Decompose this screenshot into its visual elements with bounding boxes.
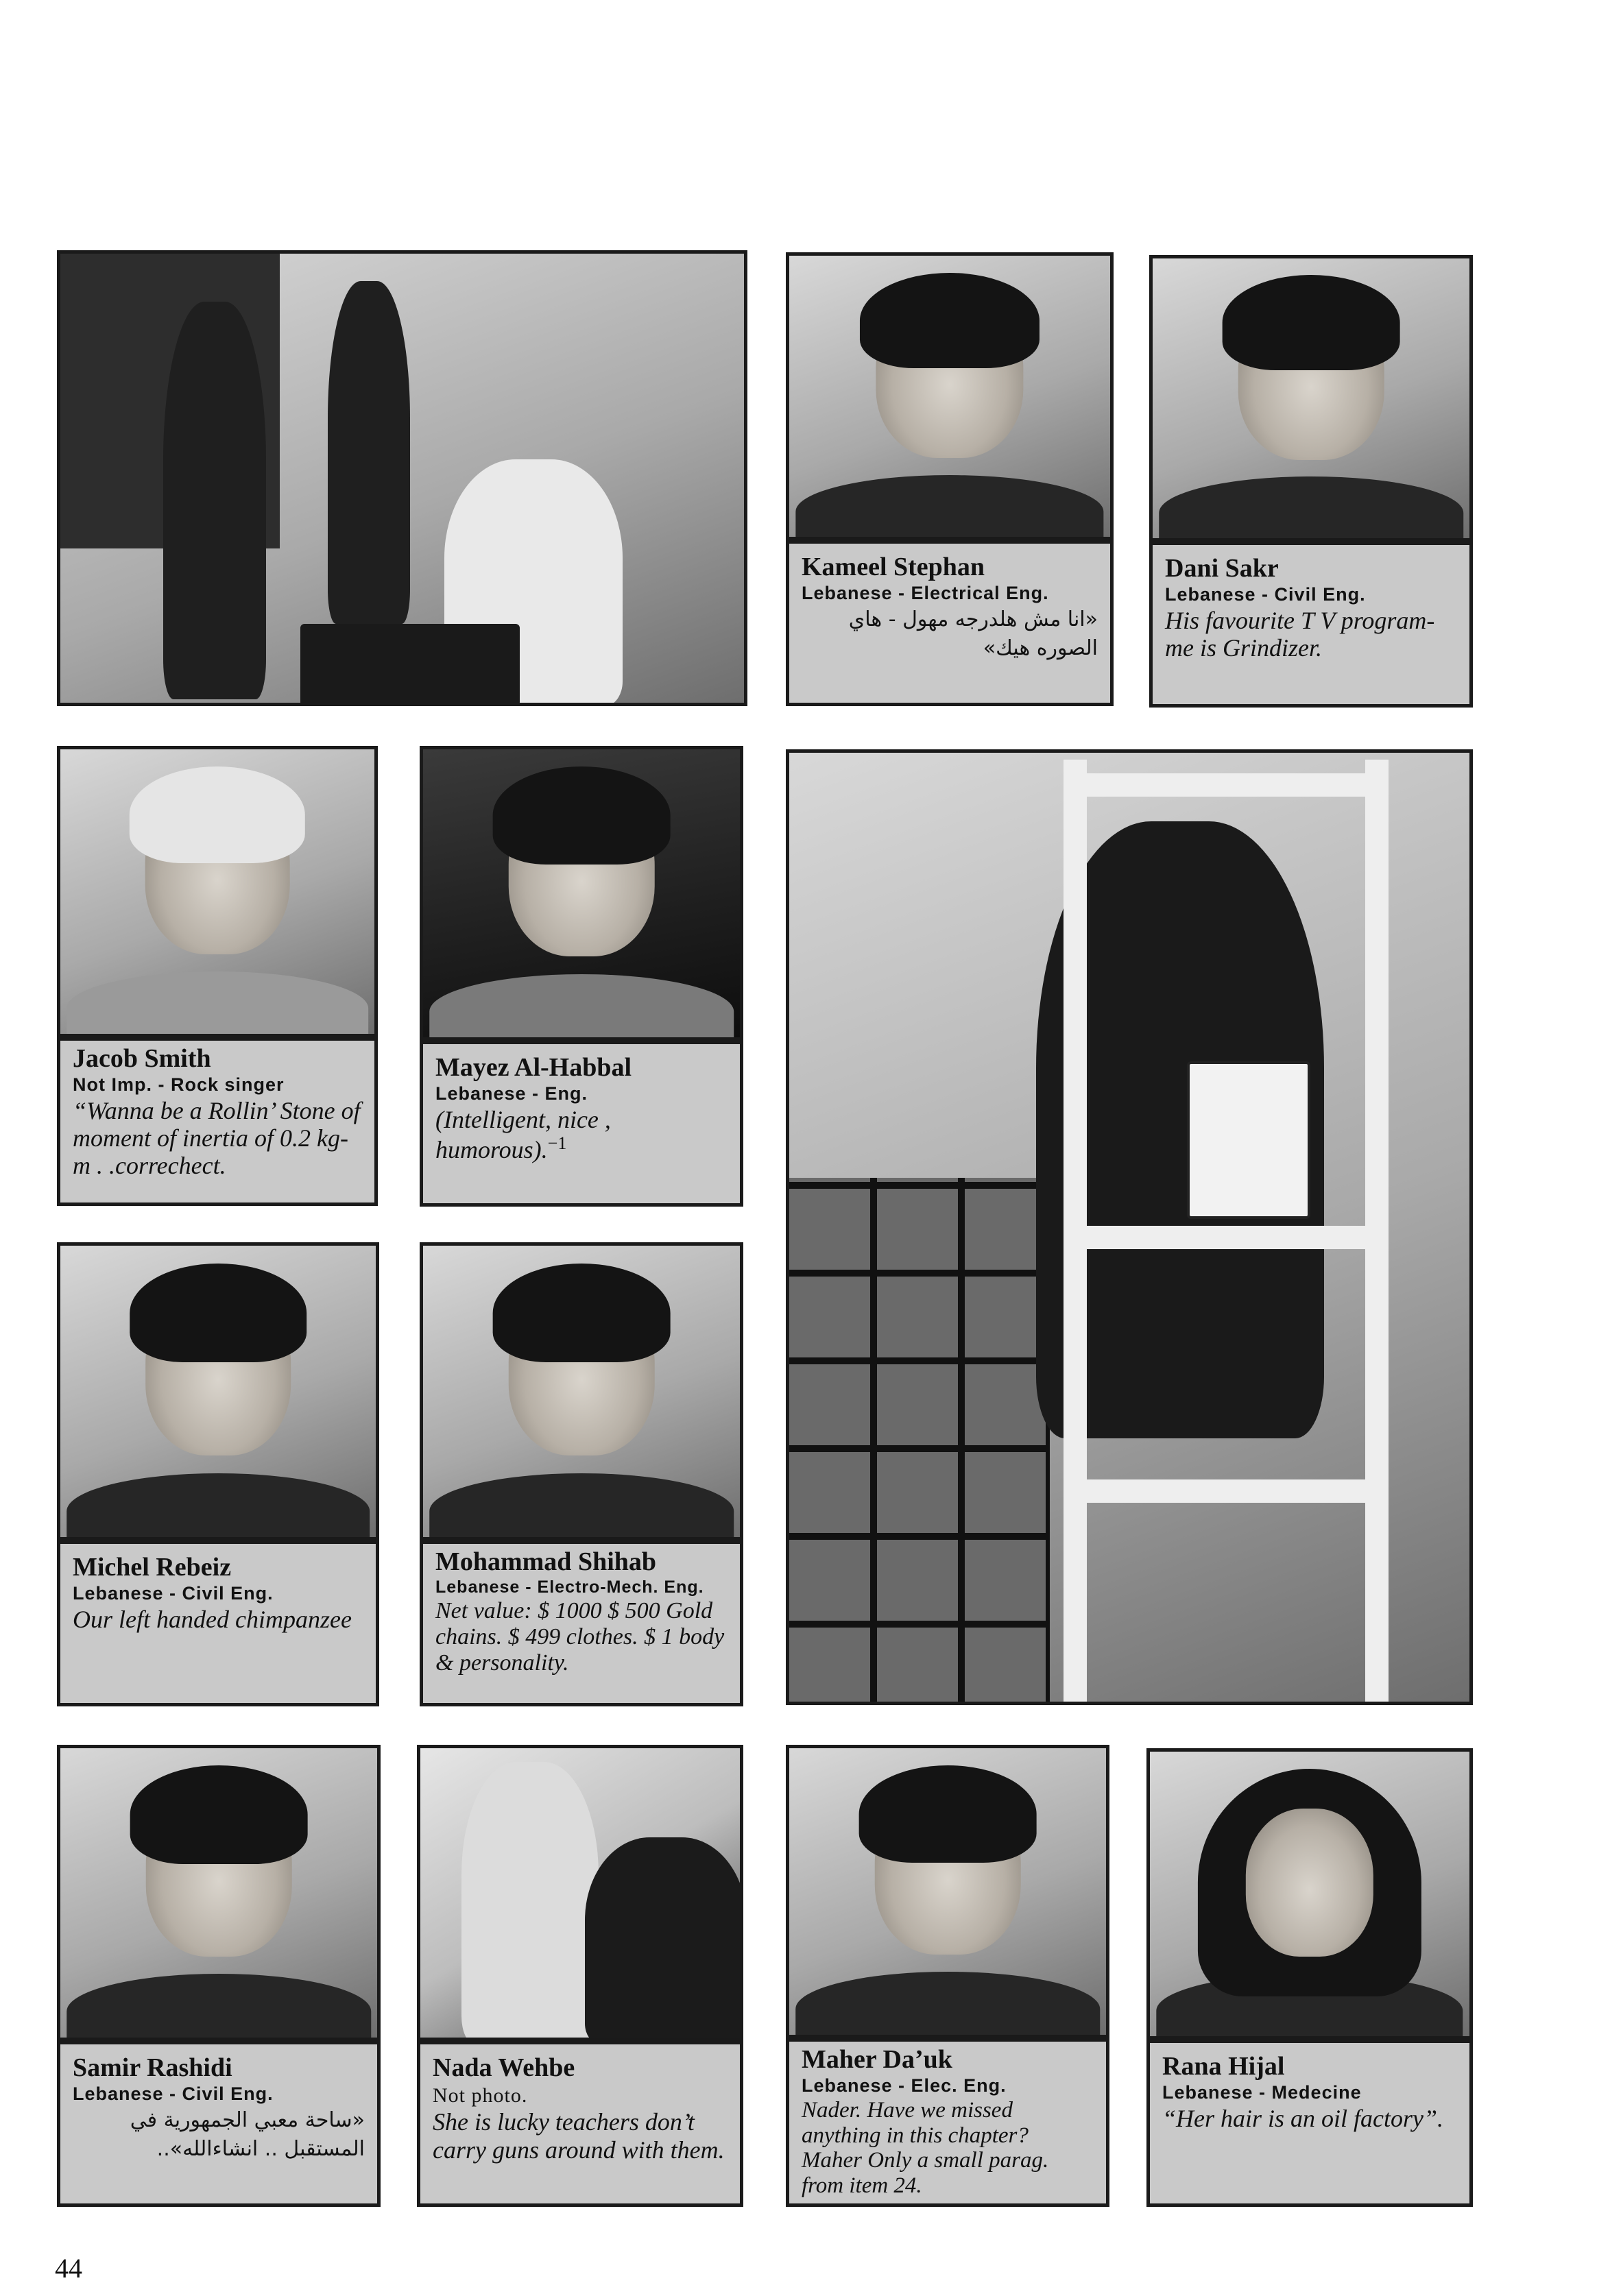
candid-photo-nada-wehbe bbox=[417, 1745, 743, 2041]
standing-student-figure bbox=[328, 281, 410, 624]
portrait-photo-dani-sakr bbox=[1149, 255, 1473, 542]
ladder-rung bbox=[1064, 1479, 1389, 1503]
classroom-group-photo bbox=[57, 250, 747, 706]
entry-detail: Lebanese - Civil Eng. bbox=[73, 1582, 274, 1604]
entry-quote-text: (Intelligent, nice , humorous). bbox=[435, 1105, 611, 1163]
portrait-photo-mayez-al-habbal bbox=[420, 746, 743, 1041]
dark-hair-student-figure bbox=[585, 1837, 743, 2041]
entry-detail: Not Imp. - Rock singer bbox=[73, 1074, 285, 1095]
caption-jacob-smith bbox=[57, 1037, 378, 1206]
caption-rana-hijal bbox=[1146, 2040, 1473, 2207]
entry-name: Mayez Al-Habbal bbox=[435, 1053, 632, 1082]
portrait-photo-samir-rashidi bbox=[57, 1745, 381, 2041]
entry-name: Dani Sakr bbox=[1165, 554, 1279, 583]
paint-bucket bbox=[1187, 1061, 1310, 1219]
entry-detail: Lebanese - Elec. Eng. bbox=[802, 2075, 1007, 2096]
caption-kameel-stephan bbox=[786, 540, 1114, 706]
smiling-student-figure bbox=[461, 1762, 599, 2041]
caption-maher-dauk bbox=[786, 2038, 1109, 2207]
caption-nada-wehbe bbox=[417, 2041, 743, 2207]
entry-name: Mohammad Shihab bbox=[435, 1547, 657, 1576]
entry-quote bbox=[435, 1106, 728, 1164]
entry-name: Kameel Stephan bbox=[802, 553, 985, 581]
caption-samir-rashidi bbox=[57, 2041, 381, 2207]
entry-detail: Lebanese - Eng. bbox=[435, 1083, 588, 1104]
portrait-photo-maher-dauk bbox=[786, 1745, 1109, 2038]
glass-block-window bbox=[789, 1178, 1050, 1705]
page-number: 44 bbox=[55, 2253, 82, 2284]
entry-quote: Net value: $ 1000 $ 500 Gold chains. $ 499 clothes. $ 1 body & personality. bbox=[435, 1598, 725, 1676]
entry-name: Maher Da’uk bbox=[802, 2045, 952, 2074]
entry-quote: “Her hair is an oil factory”. bbox=[1162, 2104, 1444, 2132]
caption-mohammad-shihab bbox=[420, 1540, 743, 1706]
standing-student-figure bbox=[163, 302, 266, 699]
entry-detail: Lebanese - Civil Eng. bbox=[1165, 583, 1366, 605]
portrait-photo-mohammad-shihab bbox=[420, 1242, 743, 1540]
entry-quote: His favourite T V program-me is Grindizer. bbox=[1165, 606, 1435, 662]
portrait-photo-rana-hijal bbox=[1146, 1748, 1473, 2040]
caption-mayez-al-habbal bbox=[420, 1041, 743, 1207]
entry-name: Nada Wehbe bbox=[433, 2053, 575, 2082]
entry-detail: Lebanese - Electro-Mech. Eng. bbox=[435, 1577, 704, 1597]
portrait-photo-michel-rebeiz bbox=[57, 1242, 379, 1540]
portrait-photo-kameel-stephan bbox=[786, 252, 1114, 540]
entry-arabic-quote: «انا مش هلدرجه مهول - هاي الصوره هيك» bbox=[848, 607, 1098, 660]
entry-detail: Lebanese - Electrical Eng. bbox=[802, 582, 1049, 603]
ladder-rung bbox=[1064, 1226, 1389, 1249]
entry-detail: Lebanese - Civil Eng. bbox=[73, 2083, 274, 2104]
entry-detail: Not photo. bbox=[433, 2083, 528, 2107]
entry-name: Michel Rebeiz bbox=[73, 1553, 232, 1582]
painter-on-ladder-photo bbox=[786, 749, 1473, 1705]
entry-quote: Nader. Have we missed anything in this chapter? Maher Only a small parag. from item 24. bbox=[802, 2097, 1049, 2199]
entry-arabic-quote: «ساحة معبي الجمهورية في المستقبل .. انشاءالله».. bbox=[130, 2107, 365, 2161]
entry-name: Samir Rashidi bbox=[73, 2053, 232, 2082]
desk-shape bbox=[300, 624, 520, 706]
entry-name: Rana Hijal bbox=[1162, 2052, 1285, 2081]
entry-quote: She is lucky teachers don’t carry guns around with them. bbox=[433, 2108, 725, 2164]
entry-detail: Lebanese - Medecine bbox=[1162, 2081, 1362, 2103]
caption-dani-sakr bbox=[1149, 542, 1473, 708]
entry-name: Jacob Smith bbox=[73, 1044, 211, 1073]
caption-michel-rebeiz bbox=[57, 1540, 379, 1706]
portrait-photo-jacob-smith bbox=[57, 746, 378, 1037]
entry-quote-superscript: −1 bbox=[547, 1133, 567, 1153]
entry-quote: Our left handed chimpanzee bbox=[73, 1605, 352, 1633]
entry-quote: “Wanna be a Rollin’ Stone of moment of inertia of 0.2 kg-m . .correchect. bbox=[73, 1096, 361, 1180]
ladder-rung bbox=[1064, 773, 1389, 797]
